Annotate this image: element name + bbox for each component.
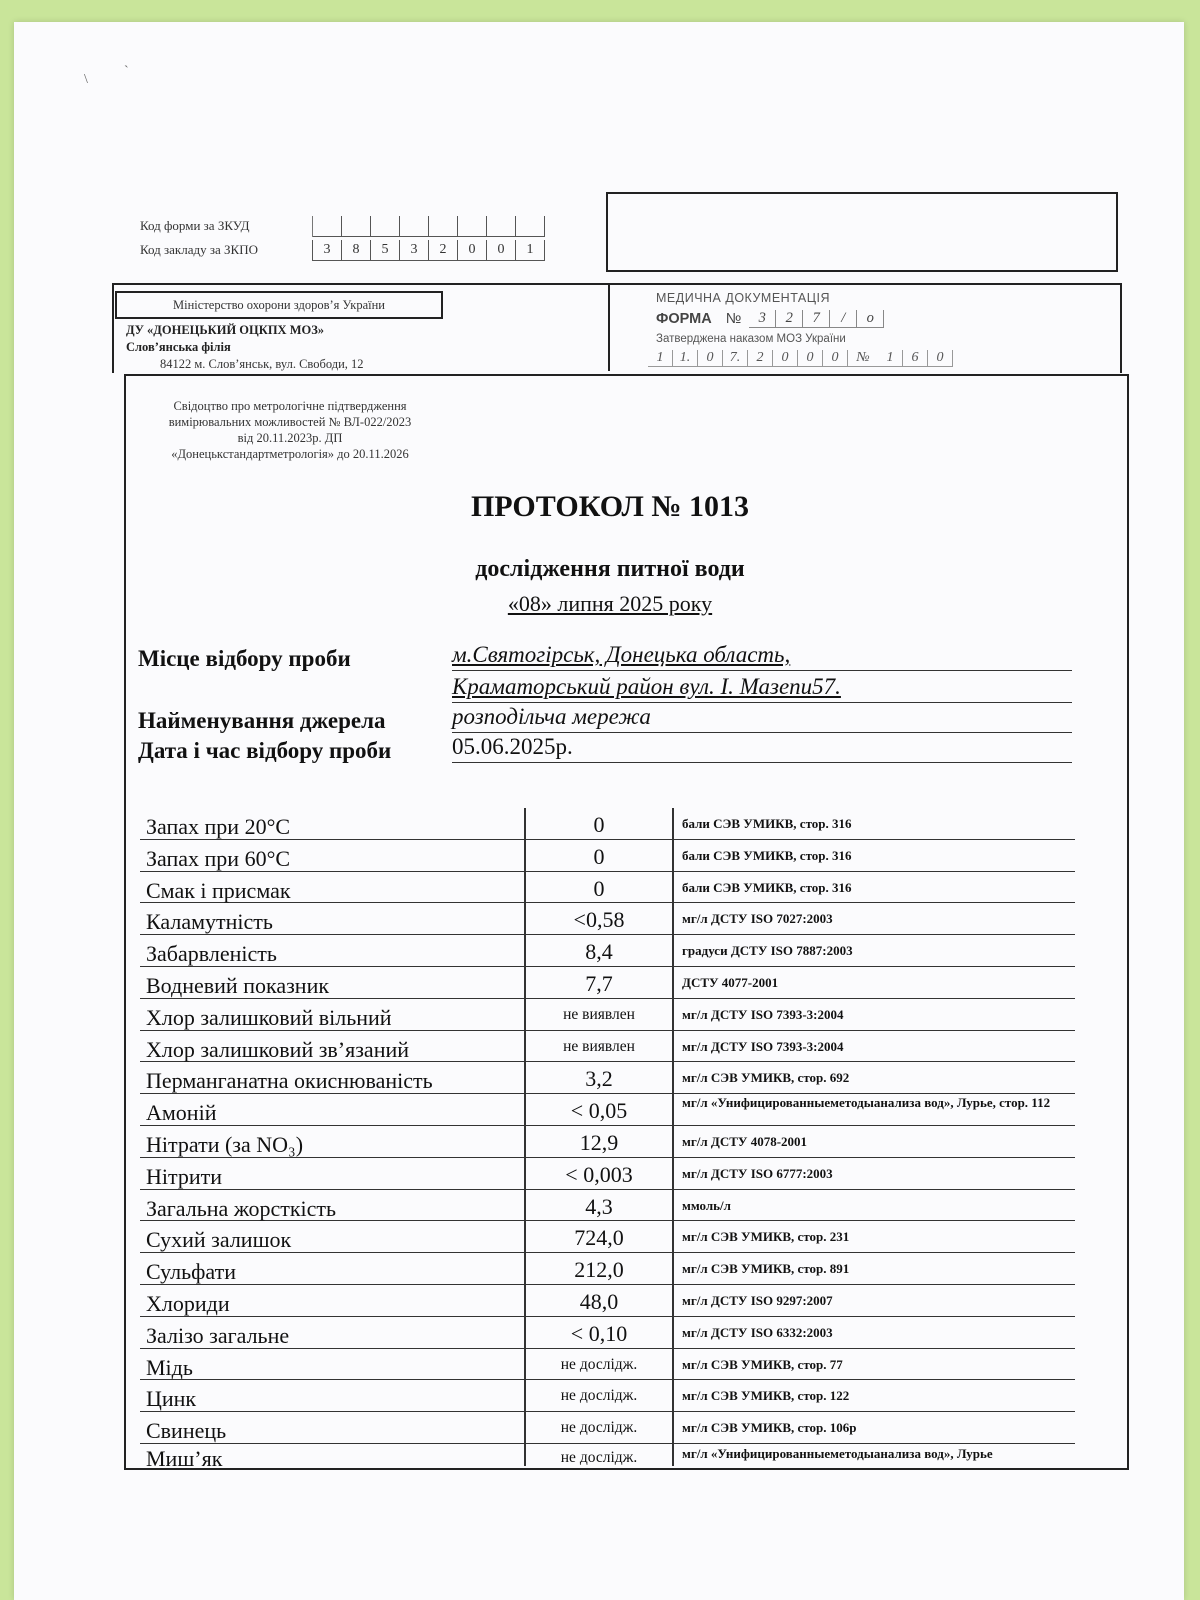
parameter-name: Хлориди [146,1290,230,1316]
method-reference: мг/л ДСТУ ISO 7393-3:2004 [672,1031,1075,1062]
parameter-value: 212,0 [524,1253,672,1284]
empty-stamp-box [606,192,1118,272]
forma-cell: 2 [776,310,803,328]
forma-cell: 7 [803,310,830,328]
parameter-value: 0 [524,872,672,903]
parameter-name: Забарвленість [146,941,277,967]
parameter-name: Смак і присмак [146,877,291,903]
parameter-name: Мідь [146,1354,193,1380]
parameter-value: 48,0 [524,1285,672,1316]
forma-cell: / [830,310,857,328]
parameter-value: 3,2 [524,1062,672,1093]
table-row [140,1190,1075,1222]
parameter-value: <0,58 [524,903,672,934]
table-row [140,1158,1075,1190]
table-row [140,872,1075,904]
certificate-line: «Донецькстандартметрологія» до 20.11.2026 [171,447,409,461]
stray-mark: ` [124,64,129,79]
parameter-name: Нітрити [146,1163,223,1189]
zkpo-digit: 3 [400,240,429,261]
zkpo-cells [312,240,545,261]
forma-cell: о [857,310,884,328]
protocol-date [0,591,1200,617]
parameter-name: Сульфати [146,1259,237,1285]
forma-cell: 3 [749,310,776,328]
date-cell: 7. [723,350,748,367]
method-reference: мг/л ДСТУ ISO 6777:2003 [672,1158,1075,1189]
parameter-value: < 0,003 [524,1158,672,1189]
date-cell: 2 [748,350,773,367]
method-reference: бали СЭВ УМИКВ, стор. 316 [672,840,1075,871]
method-reference: мг/л СЭВ УМИКВ, стор. 692 [672,1062,1075,1093]
results-table [140,808,1075,1466]
place-value-2 [452,672,1072,703]
source-label: Найменування джерела [138,708,386,733]
stray-mark: \ [84,72,88,87]
place-label: Місце відбору проби [138,646,351,671]
parameter-name: Цинк [146,1386,197,1412]
zkpo-digit: 0 [487,240,516,261]
parameter-name: Запах при 60°С [146,845,291,871]
table-row [140,1062,1075,1094]
parameter-value: < 0,10 [524,1317,672,1348]
form-number [656,310,884,328]
parameter-value: 0 [524,808,672,839]
parameter-name: Загальна жорсткість [146,1195,337,1221]
certificate-line: вимірювальних можливостей № ВЛ-022/2023 [168,415,412,429]
table-row [140,1380,1075,1412]
zkpo-digit: 0 [458,240,487,261]
table-row [140,1349,1075,1381]
protocol-title: ПРОТОКОЛ № 1013 [470,490,750,523]
place-value-1-text: м.Святогірськ, Донецька область, [452,642,791,667]
date-cell: 0 [928,350,953,367]
header-divider [608,283,610,371]
parameter-name: Запах при 20°С [146,814,291,839]
table-row [140,840,1075,872]
parameter-name: Залізо загальне [146,1322,290,1348]
parameter-name: Каламутність [146,909,273,935]
method-reference: ммоль/л [672,1190,1075,1221]
protocol-subtitle: дослідження питної води [475,556,745,582]
parameter-value: 724,0 [524,1221,672,1252]
org-branch: Слов’янська філія [126,340,231,354]
zkpo-digit: 8 [342,240,371,261]
org-address: 84122 м. Слов’янськ, вул. Свободи, 12 [160,357,364,371]
parameter-name: Перманганатна окиснюваність [146,1068,433,1094]
date-cell: 6 [903,350,928,367]
table-row [140,1253,1075,1285]
table-row [140,967,1075,999]
method-reference: мг/л СЭВ УМИКВ, стор. 77 [672,1349,1075,1380]
approved-date [648,350,953,367]
zkpo-digit: 1 [516,240,545,261]
table-row [140,1285,1075,1317]
parameter-value: 0 [524,840,672,871]
date-cell: 0 [798,350,823,367]
place-value-1 [452,640,1072,671]
date-cell: 1 [878,350,903,367]
method-reference: бали СЭВ УМИКВ, стор. 316 [672,872,1075,903]
table-row [140,935,1075,967]
parameter-value: 4,3 [524,1190,672,1221]
table-row [140,1444,1075,1466]
method-reference: мг/л ДСТУ ISO 7393-3:2004 [672,999,1075,1030]
certificate-line: Свідоцтво про метрологічне підтвердження [173,399,407,413]
method-reference: мг/л ДСТУ ISO 9297:2007 [672,1285,1075,1316]
method-reference: мг/л «Унифицированныеметодыанализа вод», Лурье, стор. 112 [672,1094,1075,1125]
method-reference: мг/л СЭВ УМИКВ, стор. 891 [672,1253,1075,1284]
method-reference: ДСТУ 4077-2001 [672,967,1075,998]
parameter-value: не дослідж. [524,1444,672,1466]
table-row [140,903,1075,935]
ministry-name: Міністерство охорони здоров’я України [115,291,443,319]
parameter-value: 7,7 [524,967,672,998]
table-row [140,1094,1075,1126]
table-row [140,1412,1075,1444]
parameter-name: Амоній [146,1100,217,1126]
date-cell: 1 [648,350,673,367]
table-row [140,999,1075,1031]
parameter-value: < 0,05 [524,1094,672,1125]
parameter-value: не дослідж. [524,1412,672,1443]
forma-label: ФОРМА [656,311,712,327]
parameter-value: 8,4 [524,935,672,966]
zkpo-label: Код закладу за ЗКПО [140,242,258,257]
date-cell: 0 [773,350,798,367]
datetime-value: 05.06.2025р. [452,732,1072,763]
table-row [140,808,1075,840]
zkud-cells [312,216,545,237]
zkpo-digit: 2 [429,240,458,261]
metrology-certificate [140,398,440,462]
parameter-value: не дослідж. [524,1380,672,1411]
parameter-value: не виявлен [524,999,672,1030]
table-row [140,1221,1075,1253]
datetime-label: Дата і час відбору проби [138,738,392,763]
method-reference: мг/л ДСТУ ISO 7027:2003 [672,903,1075,934]
parameter-name: Хлор залишковий зв’язаний [146,1036,410,1062]
date-cell: 1. [673,350,698,367]
method-reference: бали СЭВ УМИКВ, стор. 316 [672,808,1075,839]
parameter-value: не виявлен [524,1031,672,1062]
method-reference: градуси ДСТУ ISO 7887:2003 [672,935,1075,966]
parameter-name: Нітрати (за NO₃) [146,1131,304,1157]
parameter-name: Хлор залишковий вільний [146,1004,392,1030]
source-value: розподільча мережа [452,702,1072,733]
table-row [140,1317,1075,1349]
protocol-date-text: «08» липня 2025 року [507,591,713,616]
method-reference: мг/л СЭВ УМИКВ, стор. 122 [672,1380,1075,1411]
date-cell: 0 [823,350,848,367]
date-cell: 0 [698,350,723,367]
parameter-value: не дослідж. [524,1349,672,1380]
parameter-value: 12,9 [524,1126,672,1157]
method-reference: мг/л «Унифицированныеметодыанализа вод», Лурье [672,1444,1075,1466]
method-reference: мг/л СЭВ УМИКВ, стор. 231 [672,1221,1075,1252]
parameter-name: Миш’як [146,1445,223,1466]
parameter-name: Свинець [146,1418,227,1444]
zkpo-digit: 3 [313,240,342,261]
parameter-name: Сухий залишок [146,1227,292,1253]
medical-documentation-label: МЕДИЧНА ДОКУМЕНТАЦІЯ [656,291,831,305]
zkpo-digit: 5 [371,240,400,261]
approved-label: Затверджена наказом МОЗ України [656,333,846,345]
organization [126,322,364,373]
zkud-label: Код форми за ЗКУД [140,218,250,233]
method-reference: мг/л СЭВ УМИКВ, стор. 106р [672,1412,1075,1443]
parameter-name: Водневий показник [146,972,330,998]
certificate-line: від 20.11.2023р. ДП [237,431,343,445]
form-codes [140,214,545,262]
place-value-2-text: Краматорський район вул. І. Мазепи57. [452,674,841,699]
forma-no-sym: № [725,311,742,327]
org-name: ДУ «ДОНЕЦЬКИЙ ОЦКПХ МОЗ» [126,323,325,337]
method-reference: мг/л ДСТУ 4078-2001 [672,1126,1075,1157]
table-row [140,1031,1075,1063]
table-row [140,1126,1075,1158]
approved-no-sym: № [848,350,878,367]
method-reference: мг/л ДСТУ ISO 6332:2003 [672,1317,1075,1348]
